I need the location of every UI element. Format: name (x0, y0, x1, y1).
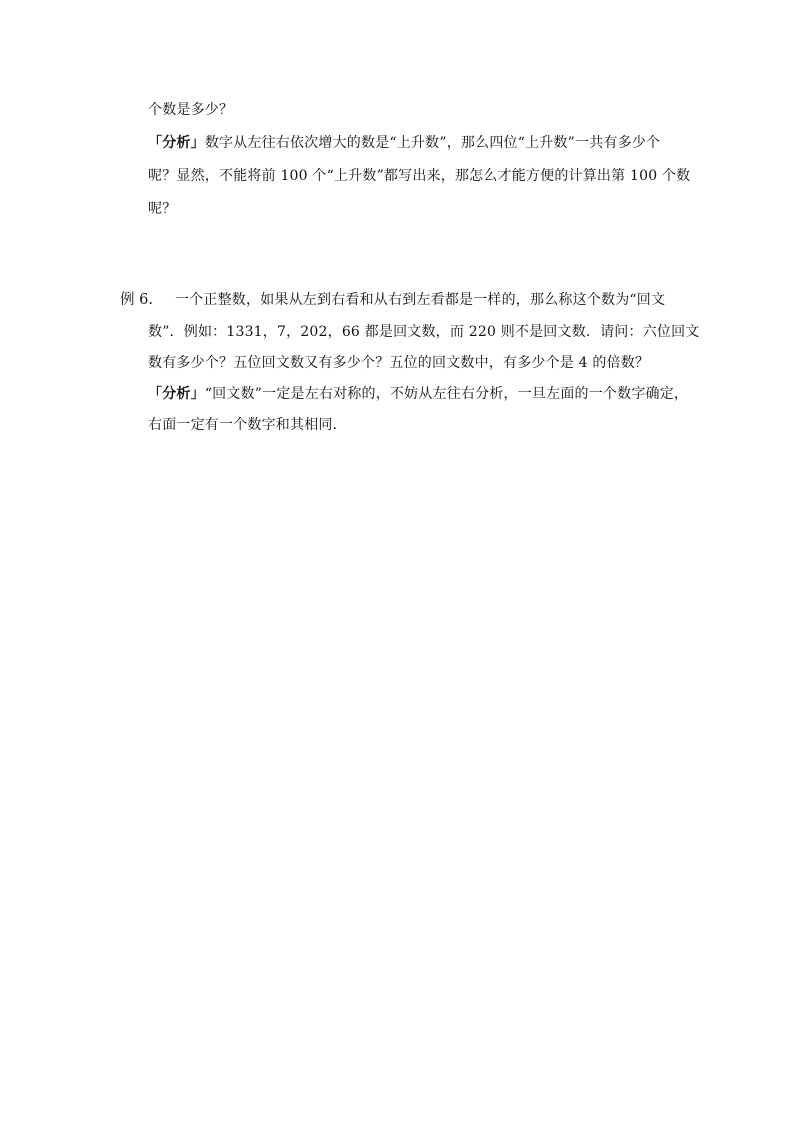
analysis-label: 「分析」 (148, 135, 205, 151)
example-6-line-3: 数有多少个？五位回文数又有多少个？五位的回文数中，有多少个是 4 的倍数？ (148, 355, 650, 371)
analysis-text: 数字从左往右依次增大的数是“上升数”，那么四位“上升数”一共有多少个 (204, 135, 661, 151)
example-6-label: 例 6. (120, 292, 153, 308)
question-continuation: 个数是多少？ (148, 102, 234, 118)
analysis-paragraph-1-line-1 (148, 133, 660, 153)
analysis-paragraph-1-line-2: 呢？显然，不能将前 100 个“上升数”都写出来，那怎么才能方便的计算出第 100 个数 (148, 168, 691, 184)
example-6-line-2: 数”．例如：1331，7，202，66 都是回文数，而 220 则不是回文数．请问：六位回文 (148, 324, 700, 340)
analysis-text: “回文数”一定是左右对称的，不妨从左往右分析，一旦左面的一个数字确定， (204, 386, 689, 402)
analysis-paragraph-1-line-3: 呢？ (148, 201, 177, 217)
analysis-paragraph-2-line-1 (148, 384, 688, 404)
analysis-label: 「分析」 (148, 386, 205, 402)
analysis-paragraph-2-line-2: 右面一定有一个数字和其相同． (148, 417, 347, 433)
example-6-line-1: 一个正整数，如果从左到右看和从右到左看都是一样的，那么称这个数为“回文 (175, 292, 666, 308)
